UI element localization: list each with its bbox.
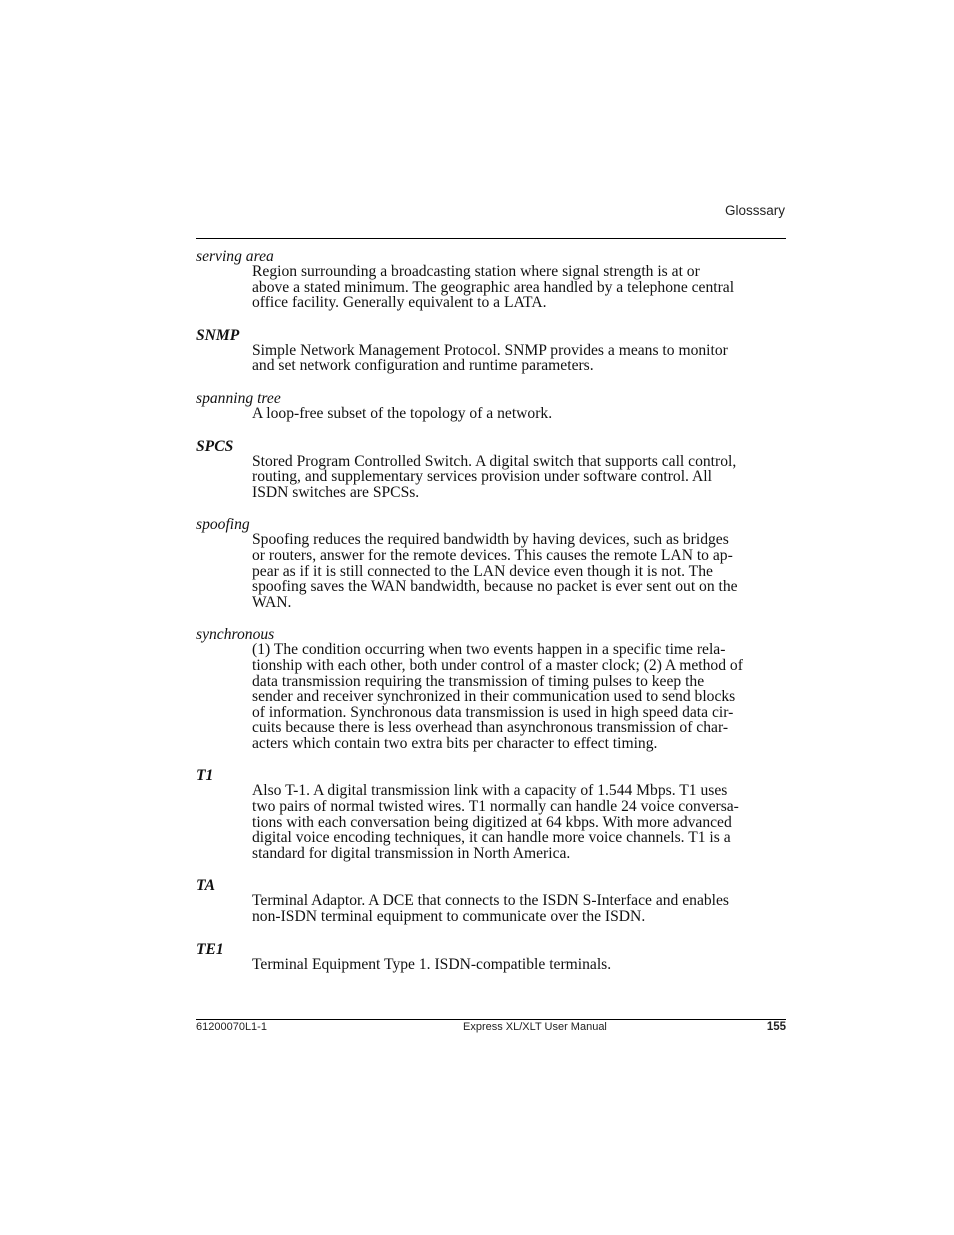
glossary-list bbox=[196, 248, 786, 988]
glossary-entry-spanning-tree bbox=[196, 390, 786, 422]
definition-line: WAN. bbox=[252, 593, 292, 611]
glossary-definition bbox=[252, 957, 786, 973]
definition-line: A loop-free subset of the topology of a network. bbox=[252, 404, 553, 422]
glossary-entry-spcs bbox=[196, 438, 786, 501]
glossary-definition bbox=[252, 532, 786, 610]
glossary-term: TA bbox=[196, 877, 216, 895]
definition-line: cuits because there is less overhead than asynchronous transmission of char- bbox=[252, 719, 729, 737]
definition-line: above a stated minimum. The geographic area handled by a telephone central bbox=[252, 278, 735, 296]
page-number: 155 bbox=[766, 1021, 786, 1033]
definition-line: pear as if it is still connected to the LAN device even though it is not. The bbox=[252, 562, 713, 580]
manual-title: Express XL/XLT User Manual bbox=[463, 1021, 607, 1033]
definition-line: and set network configuration and runtime parameters. bbox=[252, 357, 594, 375]
running-head: Glosssary bbox=[724, 203, 785, 218]
glossary-entry-synchronous bbox=[196, 626, 786, 751]
glossary-term: SPCS bbox=[196, 437, 234, 455]
glossary-entry-spoofing bbox=[196, 516, 786, 610]
glossary-definition bbox=[252, 893, 786, 924]
definition-line: of information. Synchronous data transmission is used in high speed data cir- bbox=[252, 703, 734, 721]
definition-line: standard for digital transmission in North America. bbox=[252, 844, 571, 862]
definition-line: sender and receiver synchronized in their communication used to send blocks bbox=[252, 688, 736, 706]
definition-line: routing, and supplementary services provision under software control. All bbox=[252, 468, 712, 486]
footer-rule bbox=[196, 1019, 786, 1020]
glossary-entry-serving-area bbox=[196, 248, 786, 311]
glossary-definition bbox=[252, 454, 786, 501]
definition-line: Simple Network Management Protocol. SNMP provides a means to monitor bbox=[252, 341, 728, 359]
page-footer bbox=[196, 1021, 786, 1037]
glossary-definition bbox=[252, 264, 786, 311]
glossary-term: spanning tree bbox=[196, 389, 281, 407]
definition-line: acters which contain two extra bits per character to effect timing. bbox=[252, 734, 658, 752]
glossary-definition bbox=[252, 406, 786, 422]
definition-line: tions with each conversation being digitized at 64 kbps. With more advanced bbox=[252, 813, 732, 831]
definition-line: non-ISDN terminal equipment to communicate over the ISDN. bbox=[252, 908, 646, 926]
definition-line: Stored Program Controlled Switch. A digital switch that supports call control, bbox=[252, 452, 737, 470]
glossary-entry-t1 bbox=[196, 767, 786, 861]
glossary-definition bbox=[252, 343, 786, 374]
definition-line: Spoofing reduces the required bandwidth by having devices, such as bridges bbox=[252, 531, 729, 549]
definition-line: Terminal Equipment Type 1. ISDN-compatible terminals. bbox=[252, 955, 612, 973]
definition-line: Region surrounding a broadcasting station where signal strength is at or bbox=[252, 263, 700, 280]
definition-line: Also T-1. A digital transmission link with a capacity of 1.544 Mbps. T1 uses bbox=[252, 782, 728, 800]
glossary-term: synchronous bbox=[196, 626, 275, 644]
glossary-term: serving area bbox=[196, 248, 274, 265]
definition-line: two pairs of normal twisted wires. T1 normally can handle 24 voice conversa- bbox=[252, 798, 739, 816]
glossary-term: T1 bbox=[196, 767, 214, 785]
glossary-definition bbox=[252, 642, 786, 751]
definition-line: or routers, answer for the remote devices. This causes the remote LAN to ap- bbox=[252, 546, 733, 564]
definition-line: ISDN switches are SPCSs. bbox=[252, 483, 420, 501]
glossary-term: SNMP bbox=[196, 326, 240, 344]
glossary-entry-ta bbox=[196, 877, 786, 924]
header-rule bbox=[196, 238, 786, 239]
definition-line: data transmission requiring the transmission of timing pulses to keep the bbox=[252, 672, 705, 690]
glossary-term: TE1 bbox=[196, 940, 224, 958]
definition-line: spoofing saves the WAN bandwidth, because no packet is ever sent out on the bbox=[252, 578, 738, 596]
glossary-definition bbox=[252, 783, 786, 861]
glossary-term: spoofing bbox=[196, 516, 250, 534]
definition-line: Terminal Adaptor. A DCE that connects to the ISDN S-Interface and enables bbox=[252, 892, 729, 910]
definition-line: digital voice encoding techniques, it can handle more voice channels. T1 is a bbox=[252, 829, 731, 847]
glossary-entry-te1 bbox=[196, 941, 786, 973]
definition-line: (1) The condition occurring when two events happen in a specific time rela- bbox=[252, 641, 726, 659]
definition-line: tionship with each other, both under control of a master clock; (2) A method of bbox=[252, 656, 743, 674]
document-number: 61200070L1-1 bbox=[196, 1021, 267, 1033]
glossary-entry-snmp bbox=[196, 327, 786, 374]
definition-line: office facility. Generally equivalent to a LATA. bbox=[252, 294, 547, 312]
